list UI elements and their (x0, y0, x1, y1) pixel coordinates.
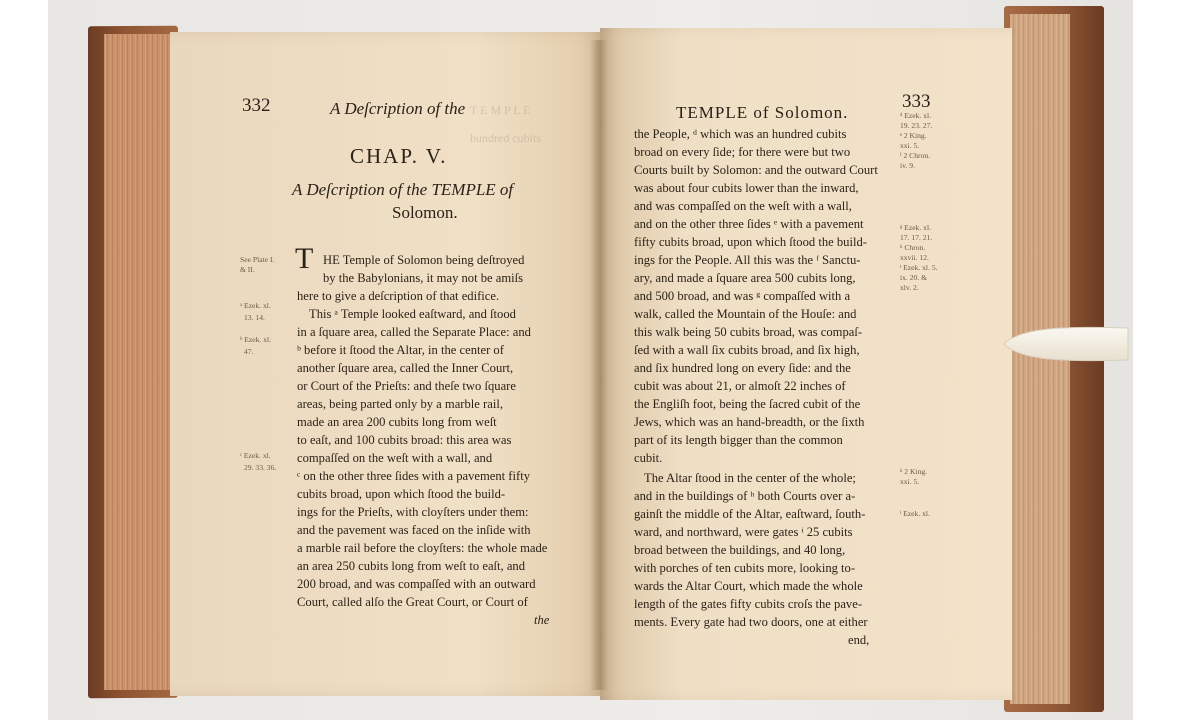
text-line: an area 250 cubits long from weſt to eaſt, and (297, 559, 526, 573)
margin-note: ᵃ Ezek. xl. (240, 301, 271, 310)
text-line: The Altar ſtood in the center of the whole; (644, 471, 856, 485)
show-through-text: hundred cubits (470, 131, 541, 145)
margin-note: 13. 14. (244, 313, 265, 322)
margin-note: iv. 9. (900, 161, 915, 170)
text-line: by the Babylonians, it may not be amiſs (323, 271, 524, 285)
margin-note: ix. 20. & (900, 273, 928, 282)
text-line: the People, ᵈ which was an hundred cubits (634, 127, 847, 141)
text-line: and in the buildings of ʰ both Courts over a- (634, 489, 856, 503)
text-line: was about four cubits lower than the inward, (634, 181, 859, 195)
chapter-title: A Deſcription of the TEMPLE of (292, 180, 514, 199)
text-line: length of the gates fifty cubits croſs the pave- (634, 597, 863, 611)
text-line: Courts built by Solomon: and the outward Court (634, 163, 878, 177)
text-line: ᵇ before it ſtood the Altar, in the center of (297, 343, 504, 357)
text-line: This ᵃ Temple looked eaſtward, and ſtood (309, 307, 516, 321)
page-number: 332 (242, 95, 271, 116)
margin-note: 47. (244, 347, 254, 356)
margin-note: See Plate I. (240, 255, 275, 264)
text-line: ᶜ on the other three ſides with a pavement fifty (297, 469, 530, 483)
text-line: and the pavement was faced on the inſide with (297, 523, 531, 537)
margin-note: ˡ Ezek. xl. (900, 509, 930, 518)
text-line: and on the other three ſides ᵉ with a pavement (634, 217, 864, 231)
text-line: made an area 200 cubits long from weſt (297, 415, 497, 429)
margin-note: ᵇ Ezek. xl. (240, 335, 272, 344)
text-line: or Court of the Prieſts: and theſe two ſquare (297, 379, 516, 393)
text-line: fifty cubits broad, upon which ſtood the build- (634, 235, 867, 249)
text-line: Jews, which was an hand-breadth, or the ſixth (634, 415, 865, 429)
margin-note: ᶜ Ezek. xl. (240, 451, 271, 460)
margin-note: ᵉ 2 King. (900, 131, 927, 140)
text-line: compaſſed on the weſt with a wall, and (297, 451, 493, 465)
text-line: areas, being parted only by a marble rail, (297, 397, 503, 411)
text-line: ings for the People. All this was the ᶠ Sanctu- (634, 253, 861, 267)
text-line: the Engliſh foot, being the ſacred cubit of the (634, 397, 861, 411)
catchword: end, (848, 633, 870, 647)
chapter-title-line-2: Solomon. (392, 203, 458, 222)
margin-note: 29. 33. 36. (244, 463, 277, 472)
margin-note: ᵏ 2 King. (900, 467, 928, 476)
left-page (170, 32, 606, 696)
text-line: this walk being 50 cubits broad, was compaſ- (634, 325, 863, 339)
chapter-heading: CHAP. V. (350, 144, 448, 168)
text-line: another ſquare area, called the Inner Court, (297, 361, 514, 375)
running-head: A Deſcription of the (330, 99, 466, 118)
text-line: gainſt the middle of the Altar, eaſtward, ſouth- (634, 507, 866, 521)
text-line: ſed with a wall ſix cubits broad, and ſix high, (634, 343, 860, 357)
catchword: the (534, 613, 550, 627)
text-line: ments. Every gate had two doors, one at either (634, 615, 868, 629)
text-line: and 500 broad, and was ᵍ compaſſed with a (634, 289, 851, 303)
text-line: broad between the buildings, and 40 long, (634, 543, 846, 557)
margin-note: 17. 17. 21. (900, 233, 933, 242)
margin-note: ʰ Chron. (900, 243, 926, 252)
page-number: 333 (902, 91, 931, 112)
margin-note: ᵈ Ezek. xl. (900, 111, 932, 120)
text-line: cubits broad, upon which ſtood the build- (297, 487, 506, 501)
text-line: ings for the Prieſts, with cloyſters under them: (297, 505, 529, 519)
text-line: part of its length bigger than the common (634, 433, 843, 447)
drop-cap: T (295, 242, 314, 275)
text-line: ward, and northward, were gates ᶤ 25 cubits (634, 525, 853, 539)
text-line: ary, and made a ſquare area 500 cubits long, (634, 271, 856, 285)
text-line: with porches of ten cubits more, looking to- (634, 561, 856, 575)
text-line: 200 broad, and was compaſſed with an outward (297, 577, 536, 591)
text-line: HE Temple of Solomon being deſtroyed (323, 253, 525, 267)
text-line: here to give a deſcription of that edifice. (297, 289, 500, 303)
bone-folder-icon (1000, 314, 1130, 374)
text-line: cubit. (634, 451, 663, 465)
text-line: and ſix hundred long on every ſide: and the (634, 361, 851, 375)
text-line: walk, called the Mountain of the Houſe: and (634, 307, 857, 321)
margin-note: xlv. 2. (900, 283, 919, 292)
margin-note: ᶠ 2 Chron. (900, 151, 931, 160)
margin-note: ᶤ Ezek. xl. 5. (900, 263, 938, 272)
text-line: Court, called alſo the Great Court, or Court of (297, 595, 528, 609)
text-line: wards the Altar Court, which made the whole (634, 579, 863, 593)
text-line: in a ſquare area, called the Separate Place: and (297, 325, 531, 339)
text-line: a marble rail before the cloyſters: the whole made (297, 541, 548, 555)
text-line: broad on every ſide; for there were but two (634, 145, 851, 159)
text-line: and was compaſſed on the weſt with a wall, (634, 199, 852, 213)
book-gutter (590, 40, 608, 690)
right-page (600, 28, 1012, 700)
margin-note: xxi. 5. (900, 141, 920, 150)
left-page-edges (104, 34, 172, 690)
margin-note: & II. (240, 265, 255, 274)
text-line: to eaſt, and 100 cubits broad: this area was (297, 433, 512, 447)
margin-note: 19. 23. 27. (900, 121, 933, 130)
running-head: TEMPLE of Solomon. (676, 103, 849, 122)
margin-note: xxi. 5. (900, 477, 920, 486)
show-through-text: T E M P L E (470, 103, 531, 117)
margin-note: ᵍ Ezek. xl. (900, 223, 931, 232)
text-line: cubit was about 21, or almoſt 22 inches of (634, 379, 846, 393)
margin-note: xxvii. 12. (900, 253, 929, 262)
